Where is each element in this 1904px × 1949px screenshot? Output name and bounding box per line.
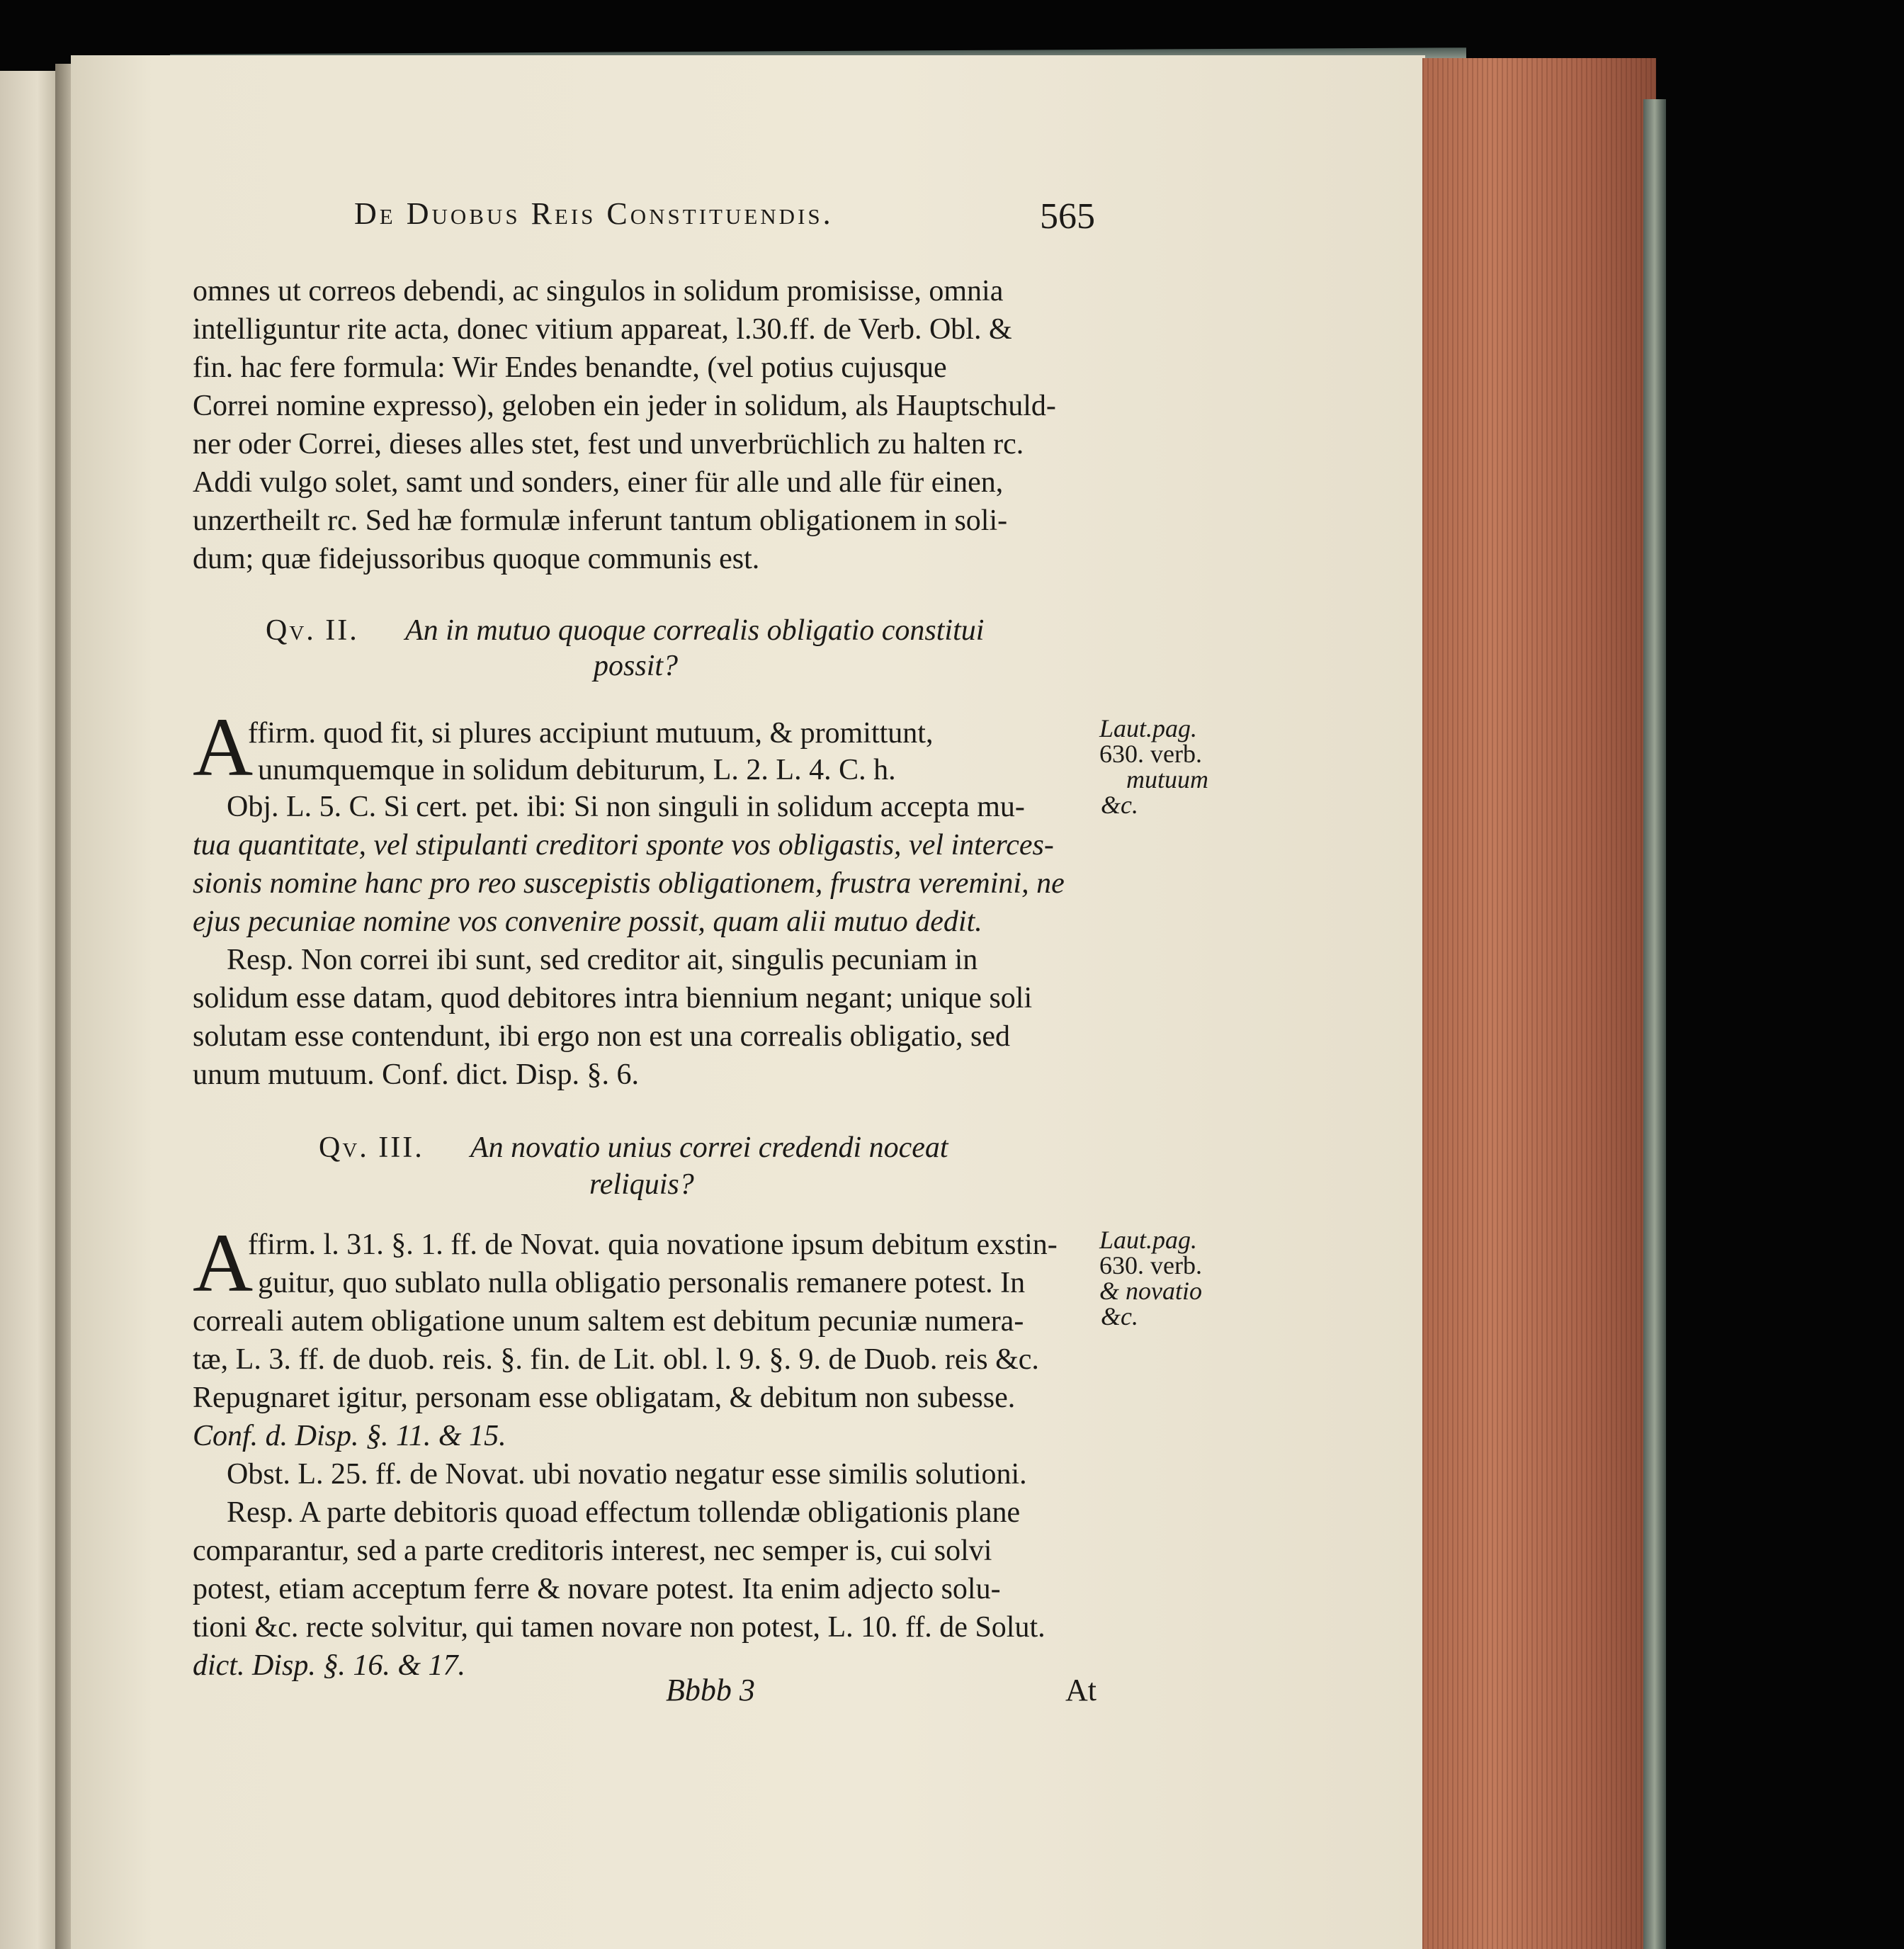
question-title-cont: reliquis?	[589, 1168, 694, 1201]
text-line: tioni &c. recte solvitur, qui tamen novare non potest, L. 10. ff. de Solut.	[193, 1611, 1046, 1644]
text-line: dict. Disp. §. 16. & 17.	[193, 1649, 465, 1682]
text-line: unum mutuum. Conf. dict. Disp. §. 6.	[193, 1058, 639, 1091]
margin-note-line: Laut.pag.	[1099, 1226, 1198, 1254]
text-line: comparantur, sed a parte creditoris interest, nec semper is, cui solvi	[193, 1535, 992, 1567]
question-label: Qv. III.	[319, 1131, 424, 1164]
running-head-title: De Duobus Reis Constituendis.	[354, 196, 834, 231]
text-line: ejus pecuniae nomine vos convenire possit, quam alii mutuo dedit.	[193, 905, 982, 938]
page-number: 565	[1040, 196, 1095, 237]
question-title-cont: possit?	[594, 650, 679, 682]
question-title: An novatio unius correi credendi noceat	[470, 1131, 948, 1164]
drop-cap: A	[193, 1216, 254, 1309]
signature-mark: Bbbb 3	[666, 1673, 755, 1707]
text-line: tæ, L. 3. ff. de duob. reis. §. fin. de Lit. obl. l. 9. §. 9. de Duob. reis &c.	[193, 1343, 1039, 1376]
text-line: potest, etiam acceptum ferre & novare potest. Ita enim adjecto solu-	[193, 1573, 1001, 1605]
text-line: Addi vulgo solet, samt und sonders, einer für alle und alle für einen,	[193, 466, 1004, 499]
margin-note-line: &c.	[1101, 791, 1138, 819]
text-line: ffirm. quod fit, si plures accipiunt mutuum, & promittunt,	[248, 717, 934, 750]
margin-note-line: 630. verb.	[1099, 1251, 1202, 1279]
margin-note-line: & novatio	[1099, 1277, 1202, 1305]
text-line: solidum esse datam, quod debitores intra biennium negant; unique soli	[193, 982, 1033, 1015]
text-line: unzertheilt rc. Sed hæ formulæ inferunt tantum obligationem in soli-	[193, 504, 1008, 537]
text-line: sionis nomine hanc pro reo suscepistis obligationem, frustra veremini, ne	[193, 867, 1065, 900]
text-line: solutam esse contendunt, ibi ergo non est una correalis obligatio, sed	[193, 1020, 1010, 1053]
facing-page-edge	[0, 71, 62, 1949]
question-title: An in mutuo quoque correalis obligatio constitui	[405, 614, 985, 647]
text-line: fin. hac fere formula: Wir Endes benandte, (vel potius cujusque	[193, 351, 947, 384]
text-line: Resp. A parte debitoris quoad effectum tollendæ obligationis plane	[227, 1496, 1021, 1529]
text-line: guitur, quo sublato nulla obligatio personalis remanere potest. In	[258, 1267, 1026, 1299]
text-line: intelliguntur rite acta, donec vitium appareat, l.30.ff. de Verb. Obl. &	[193, 313, 1012, 346]
drop-cap: A	[193, 701, 254, 793]
margin-note-line: &c.	[1101, 1302, 1138, 1331]
text-line: dum; quæ fidejussoribus quoque communis est.	[193, 543, 760, 575]
text-line: Obj. L. 5. C. Si cert. pet. ibi: Si non singuli in solidum accepta mu-	[227, 791, 1025, 823]
book-cover-board	[1643, 99, 1666, 1949]
text-line: tua quantitate, vel stipulanti creditori sponte vos obligastis, vel interces-	[193, 829, 1054, 861]
text-line: Conf. d. Disp. §. 11. & 15.	[193, 1420, 506, 1452]
margin-note-line: mutuum	[1126, 765, 1208, 793]
text-line: Correi nomine expresso), geloben ein jeder in solidum, als Hauptschuld-	[193, 390, 1056, 422]
text-line: Repugnaret igitur, personam esse obligatam, & debitum non subesse.	[193, 1382, 1016, 1414]
catchword: At	[1065, 1673, 1096, 1707]
text-line: omnes ut correos debendi, ac singulos in solidum promisisse, omnia	[193, 275, 1004, 307]
text-line: Resp. Non correi ibi sunt, sed creditor ait, singulis pecuniam in	[227, 944, 978, 976]
text-line: Obst. L. 25. ff. de Novat. ubi novatio negatur esse similis solutioni.	[227, 1458, 1027, 1491]
text-line: ffirm. l. 31. §. 1. ff. de Novat. quia novatione ipsum debitum exstin-	[248, 1228, 1058, 1261]
margin-note-line: Laut.pag.	[1099, 714, 1198, 742]
margin-note-line: 630. verb.	[1099, 740, 1202, 768]
text-line: ner oder Correi, dieses alles stet, fest und unverbrüchlich zu halten rc.	[193, 428, 1024, 461]
text-line: correali autem obligatione unum saltem est debitum pecuniæ numera-	[193, 1305, 1024, 1338]
page-fore-edge	[1422, 58, 1656, 1949]
question-label: Qv. II.	[266, 614, 359, 647]
text-line: unumquemque in solidum debiturum, L. 2. L. 4. C. h.	[258, 754, 896, 786]
